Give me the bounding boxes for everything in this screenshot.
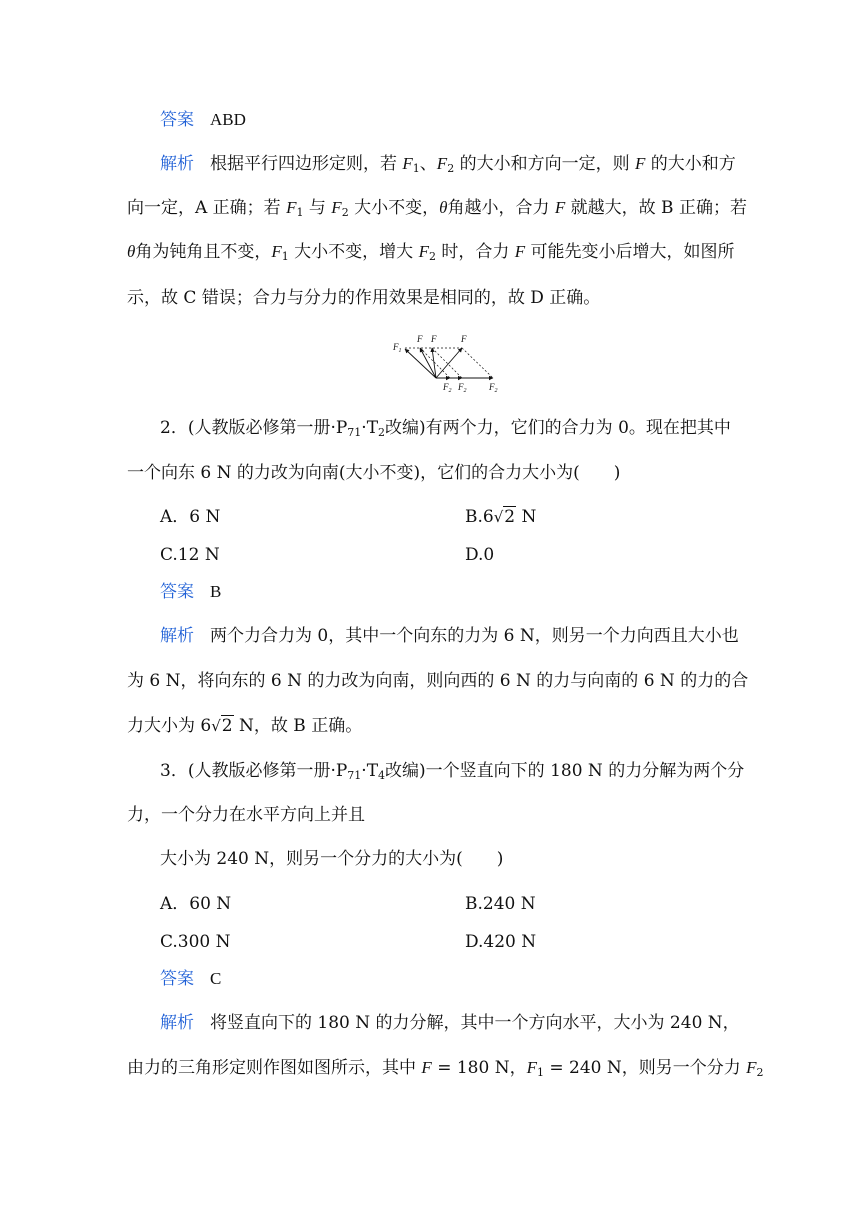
text: 的大小和方向一定，则 xyxy=(454,154,635,174)
dashed-side-2 xyxy=(432,348,462,378)
option-d: D.420 N xyxy=(465,932,537,952)
option-b xyxy=(465,505,536,529)
text: 改编)一个竖直向下的 180 N 的力分解为两个分 xyxy=(385,761,745,781)
subscript: 71 xyxy=(347,426,362,439)
analysis-label: 解析 xyxy=(160,154,194,174)
answer-value: ABD xyxy=(210,110,246,129)
text: 与 xyxy=(303,198,332,218)
text: 将竖直向下的 180 N 的力分解，其中一个方向水平，大小为 240 N， xyxy=(210,1013,740,1033)
sqrt-symbol: √2 xyxy=(493,507,516,527)
answer-label: 答案 xyxy=(160,582,194,602)
question-3-line-1 xyxy=(160,759,744,783)
subscript: 1 xyxy=(536,1066,544,1079)
symbol: θ xyxy=(439,198,448,217)
text: 2．(人教版必修第一册·P xyxy=(160,418,348,438)
symbol: F xyxy=(331,198,342,217)
text: 角为钝角且不变， xyxy=(135,242,272,262)
text: 大小为 240 N，则另一个分力的大小为( ) xyxy=(160,849,504,869)
subscript: 71 xyxy=(347,769,362,782)
answer-value: B xyxy=(210,582,222,601)
text: ·T xyxy=(361,418,379,438)
text: 可能先变小后增大，如图所 xyxy=(525,242,735,262)
dashed-side-3 xyxy=(462,348,493,378)
answer-1 xyxy=(160,108,246,132)
question-3-line-3 xyxy=(160,847,503,871)
text: 两个力合力为 0，其中一个向东的力为 6 N，则另一个力向西且大小也 xyxy=(210,626,739,646)
text: = 240 N，则另一个分力 xyxy=(543,1058,747,1078)
subscript: 2 xyxy=(341,206,349,219)
answer-label: 答案 xyxy=(160,969,194,989)
option-c: C.300 N xyxy=(160,932,231,952)
subscript: 4 xyxy=(378,769,386,782)
subscript: 2 xyxy=(378,426,386,439)
f2-label-3: $F_2$ xyxy=(489,382,498,394)
analysis-3-line-1 xyxy=(160,1011,740,1035)
symbol: F xyxy=(271,242,282,261)
analysis-label: 解析 xyxy=(160,626,194,646)
text: 、 xyxy=(419,154,437,174)
symbol: F xyxy=(526,1058,537,1077)
radicand: 2 xyxy=(221,716,233,736)
text: 3．(人教版必修第一册·P xyxy=(160,761,348,781)
analysis-1-line-1 xyxy=(160,152,736,176)
text: 根据平行四边形定则，若 xyxy=(210,154,403,174)
radicand: 2 xyxy=(504,507,516,527)
symbol: F xyxy=(418,242,429,261)
analysis-2-line-3 xyxy=(127,714,362,738)
option-a: A．60 N xyxy=(160,894,232,914)
answer-label: 答案 xyxy=(160,110,194,130)
symbol: θ xyxy=(127,242,136,261)
f2-label-2: $F_2$ xyxy=(458,382,467,394)
f-label-2: F xyxy=(431,334,437,344)
text: 改编)有两个力，它们的合力为 0。现在把其中 xyxy=(385,418,731,438)
subscript: 1 xyxy=(296,206,304,219)
question-3-line-2 xyxy=(127,803,365,827)
text: = 180 N， xyxy=(431,1058,527,1078)
symbol: F xyxy=(402,154,413,173)
f-label-1: F xyxy=(417,334,423,344)
text: 由力的三角形定则作图如图所示，其中 xyxy=(127,1058,422,1078)
symbol: F xyxy=(746,1058,757,1077)
answer-value: C xyxy=(210,969,222,988)
question-2-line-1 xyxy=(160,416,731,440)
analysis-1-line-2 xyxy=(127,196,747,220)
text: 的大小和方 xyxy=(645,154,736,174)
text: 力，一个分力在水平方向上并且 xyxy=(127,805,365,825)
symbol: F xyxy=(286,198,297,217)
text: 一个向东 6 N 的力改为向南(大小不变)，它们的合力大小为( ) xyxy=(127,463,621,483)
option-c: C.12 N xyxy=(160,545,220,565)
text: 向一定，A 正确；若 xyxy=(127,198,287,218)
subscript: 1 xyxy=(412,162,420,175)
symbol: F xyxy=(421,1058,432,1077)
f1-label: $F_1$ xyxy=(393,342,402,354)
text: 大小不变，增大 xyxy=(288,242,419,262)
force-parallelogram-figure xyxy=(390,330,510,394)
option-d: D.0 xyxy=(465,545,495,565)
text: N，故 B 正确。 xyxy=(233,716,363,736)
f2-label-1: $F_2$ xyxy=(443,382,452,394)
subscript: 2 xyxy=(756,1066,764,1079)
analysis-3-line-2 xyxy=(127,1056,764,1080)
text: 时，合力 xyxy=(435,242,515,262)
text: B.6 xyxy=(465,507,494,527)
f1-vector xyxy=(405,349,436,378)
resultant-3 xyxy=(436,348,462,378)
text: 就越大，故 B 正确；若 xyxy=(565,198,747,218)
symbol: F xyxy=(514,242,526,261)
analysis-2-line-2 xyxy=(127,669,748,693)
text: 示，故 C 错误；合力与分力的作用效果是相同的，故 D 正确。 xyxy=(127,288,601,308)
option-b: B.240 N xyxy=(465,894,536,914)
question-2-line-2 xyxy=(127,461,620,485)
text: 力大小为 6 xyxy=(127,716,212,736)
analysis-1-line-3 xyxy=(127,240,735,264)
symbol: F xyxy=(436,154,448,173)
subscript: 2 xyxy=(428,250,436,263)
text: ·T xyxy=(361,761,379,781)
text: N xyxy=(516,507,537,527)
text: 大小不变， xyxy=(348,198,440,218)
analysis-label: 解析 xyxy=(160,1013,194,1033)
symbol: F xyxy=(554,198,566,217)
sqrt-symbol: √2 xyxy=(211,716,233,736)
option-a: A．6 N xyxy=(160,507,221,527)
analysis-2-line-1 xyxy=(160,624,739,648)
subscript: 2 xyxy=(447,162,455,175)
answer-2 xyxy=(160,580,221,604)
symbol: F xyxy=(635,154,646,173)
f-label-3: F xyxy=(461,334,467,344)
subscript: 1 xyxy=(281,250,289,263)
text: 角越小，合力 xyxy=(447,198,555,218)
analysis-1-line-4 xyxy=(127,286,600,310)
answer-3 xyxy=(160,967,221,991)
text: 为 6 N，将向东的 6 N 的力改为向南，则向西的 6 N 的力与向南的 6 N 的力的合 xyxy=(127,671,749,691)
